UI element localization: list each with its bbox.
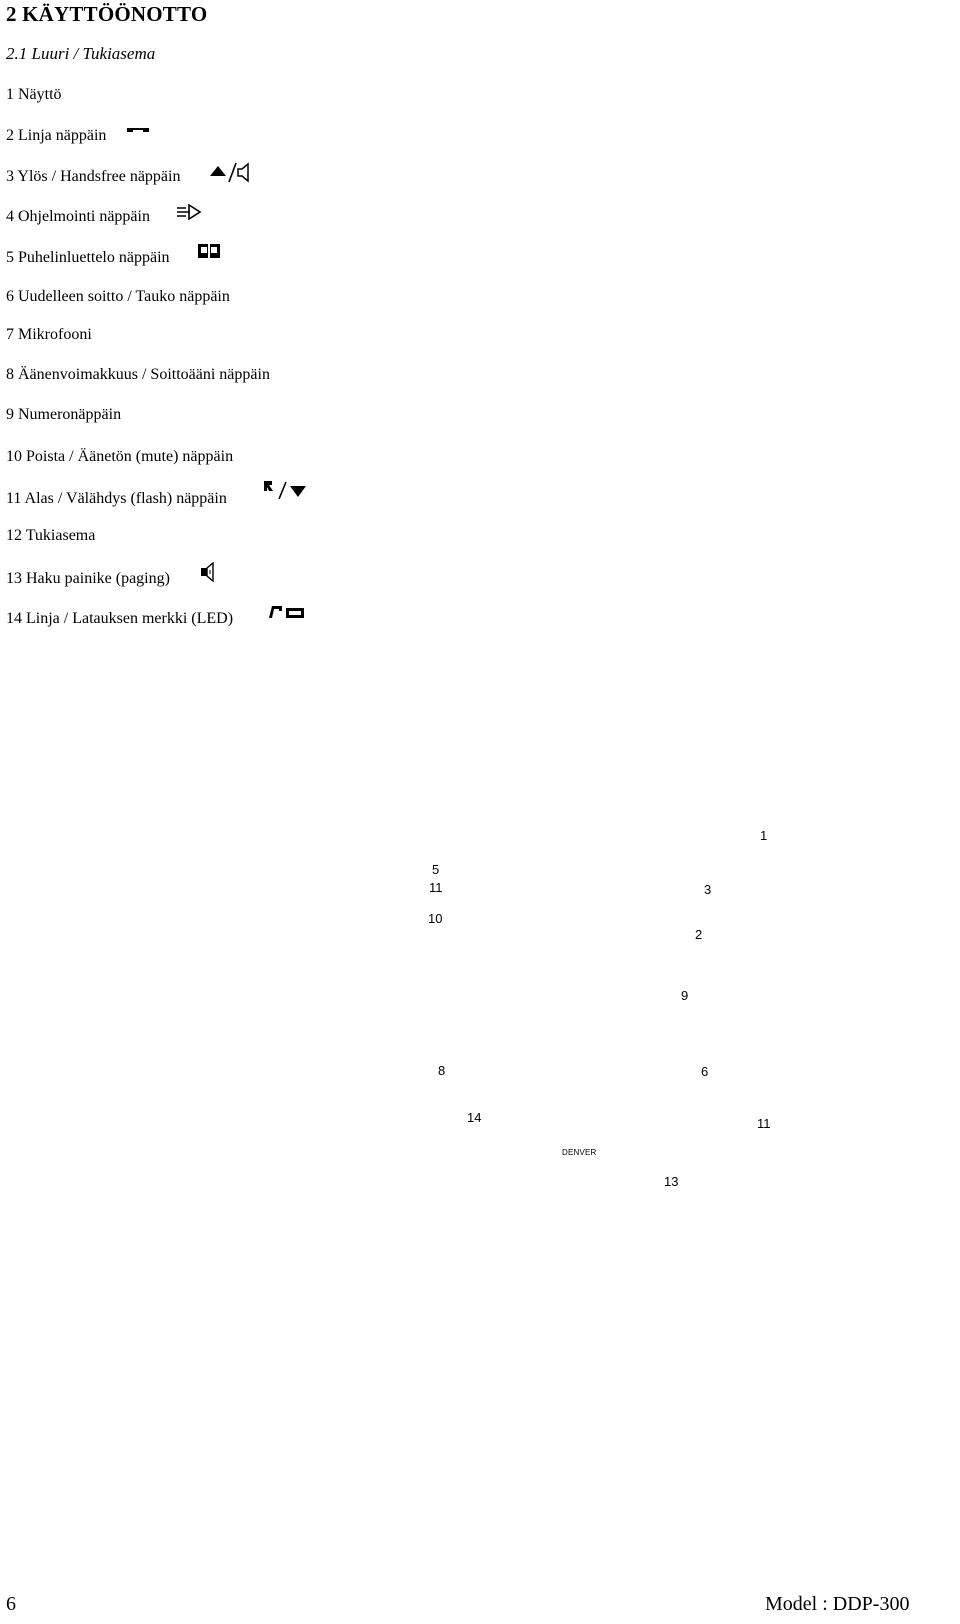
- list-item: 9 Numeronäppäin: [6, 406, 122, 423]
- handset-line-icon: [126, 126, 150, 138]
- up-speaker-icon: [208, 160, 252, 184]
- diagram-label: 11: [429, 880, 443, 895]
- diagram-label: 14: [467, 1110, 482, 1125]
- diagram-label: 13: [664, 1174, 679, 1189]
- list-item: 10 Poista / Äänetön (mute) näppäin: [6, 448, 234, 465]
- list-item: 11 Alas / Välähdys (flash) näppäin: [6, 490, 227, 507]
- phonebook-icon: [197, 243, 221, 260]
- diagram-label: 5: [432, 862, 440, 877]
- list-item: 13 Haku painike (paging): [6, 570, 170, 587]
- brand-logo-text: DENVER: [562, 1148, 597, 1157]
- list-item: 4 Ohjelmointi näppäin: [6, 208, 150, 225]
- list-item: 5 Puhelinluettelo näppäin: [6, 249, 170, 266]
- diagram-label: 9: [681, 988, 689, 1003]
- diagram-label: 10: [428, 911, 443, 926]
- model-footer: Model : DDP-300: [765, 1593, 910, 1615]
- list-item: 3 Ylös / Handsfree näppäin: [6, 168, 181, 185]
- list-item: 12 Tukiasema: [6, 527, 96, 544]
- diagram-label: 2: [695, 927, 703, 942]
- line-charge-led-icon: [266, 604, 306, 620]
- diagram-label: 6: [701, 1064, 709, 1079]
- page-number: 6: [6, 1593, 16, 1615]
- list-item: 7 Mikrofooni: [6, 326, 92, 343]
- list-item: 1 Näyttö: [6, 86, 62, 103]
- diagram-label: 1: [760, 828, 768, 843]
- list-item: 6 Uudelleen soitto / Tauko näppäin: [6, 288, 230, 305]
- list-item: 14 Linja / Latauksen merkki (LED): [6, 610, 234, 627]
- diagram-label: 8: [438, 1063, 446, 1078]
- paging-icon: [199, 562, 217, 582]
- program-arrow-icon: [176, 204, 202, 220]
- list-item: 2 Linja näppäin: [6, 127, 107, 144]
- list-item: 8 Äänenvoimakkuus / Soittoääni näppäin: [6, 366, 270, 383]
- flash-down-icon: [262, 479, 308, 501]
- section-title: 2 KÄYTTÖÖNOTTO: [6, 2, 208, 26]
- diagram-label: 11: [757, 1116, 771, 1131]
- subsection-title: 2.1 Luuri / Tukiasema: [6, 44, 156, 63]
- diagram-label: 3: [704, 882, 712, 897]
